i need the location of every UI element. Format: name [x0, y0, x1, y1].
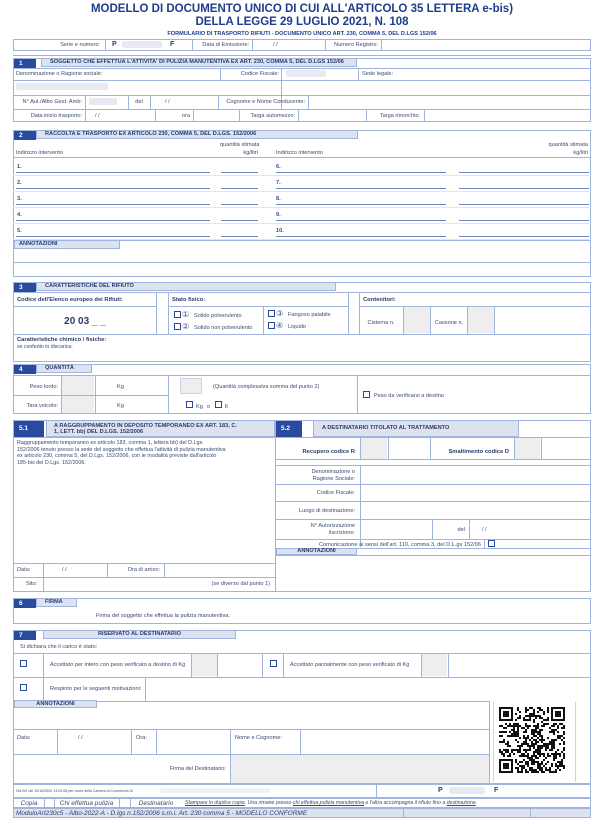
quantity-field-right[interactable]	[459, 176, 589, 187]
note-part: . Una rimane presso	[244, 800, 293, 806]
nome-cognome-field[interactable]	[301, 730, 488, 753]
cassone-field[interactable]	[468, 307, 494, 333]
caratteristiche-field[interactable]	[120, 335, 590, 361]
address-row-number-right: 9.	[276, 212, 281, 218]
address-field-right[interactable]	[284, 176, 446, 187]
sede-legale-field[interactable]	[282, 81, 590, 94]
section-5-1-number: 5.1	[14, 421, 44, 437]
section-5-1-title-line1: A RAGGRUPPAMENTO IN DEPOSITO TEMPORANEO EX ART. 183, C.	[54, 423, 237, 429]
unit-or-label: o	[207, 404, 211, 410]
address-row-number-right: 10.	[276, 228, 284, 234]
body-line: 185-bis del D.Lgs. 152/2006.	[17, 459, 86, 466]
stampa-note	[185, 800, 477, 806]
stato-2-checkbox[interactable]	[174, 323, 181, 330]
section-6-title: FIRMA	[36, 598, 77, 607]
note-part: Stampare in duplice copia	[185, 800, 245, 806]
address-field-left[interactable]	[22, 192, 210, 203]
stato-3-label: Fangoso palabile	[288, 312, 331, 318]
smaltimento-label: Smaltimento codice D	[448, 449, 509, 455]
section-7-ora-label: Ora:	[136, 735, 147, 741]
address-underline-right	[276, 204, 446, 205]
address-field-left[interactable]	[22, 224, 210, 235]
ora-arrivo-label: Ora di arrivo:	[127, 567, 160, 573]
codice-cer-value[interactable]: 20 03 _ _	[64, 316, 106, 327]
unit-lt-label: lt	[225, 404, 228, 410]
label-line: N° Autorizzazione	[310, 523, 355, 529]
address-row-number-right: 7.	[276, 180, 281, 186]
section-2-annotazioni-field-1[interactable]	[14, 250, 590, 262]
quantity-field-left[interactable]	[221, 160, 258, 171]
respinto-checkbox[interactable]	[20, 684, 27, 691]
section-2-annotazioni-label: ANNOTAZIONI	[14, 240, 120, 249]
copia-label: Copia	[20, 800, 38, 807]
section-7-annotazioni-label: ANNOTAZIONI	[14, 700, 97, 708]
address-underline-right	[276, 236, 446, 237]
recupero-label: Recupero codice R	[302, 449, 355, 455]
autorizzazione-del-label: del	[457, 527, 465, 533]
quantity-underline-left	[221, 204, 258, 205]
luogo-destinazione-field[interactable]	[361, 502, 590, 519]
col-indirizzo-right: Indirizzo intervento	[276, 150, 323, 156]
stato-3-checkbox[interactable]	[268, 310, 275, 317]
section-3-number: 3	[14, 283, 36, 292]
address-row-number-left: 2.	[17, 180, 22, 186]
col-quantita-left-2: kg/litri	[243, 150, 258, 156]
quantita-note: (Quantità complessiva somma del punto 2)	[213, 384, 320, 390]
serie-prefix: P	[112, 41, 117, 48]
stato-3-num: ③	[276, 309, 284, 318]
cisterna-field[interactable]	[404, 307, 430, 333]
smaltimento-code-field[interactable]	[515, 438, 540, 459]
comunicazione-checkbox[interactable]	[488, 540, 495, 547]
firma-destinatario-label: Firma del Destinatario:	[169, 766, 226, 772]
data-emissione-field[interactable]	[255, 42, 325, 48]
respinto-motivazioni-field[interactable]	[146, 678, 486, 700]
accettato-intero-kg-field[interactable]	[192, 654, 217, 676]
unit-kg-checkbox[interactable]	[186, 401, 193, 408]
date-separators: / /	[273, 42, 278, 48]
date-separators: / /	[165, 99, 170, 105]
col-quantita-left-1: quantità stimata	[220, 142, 260, 148]
address-underline-left	[16, 204, 210, 205]
date-separators: / /	[482, 527, 487, 533]
peso-lordo-label: Peso lordo:	[29, 384, 58, 390]
unit-kg-label: Kg	[196, 404, 203, 410]
address-field-left[interactable]	[22, 208, 210, 219]
section-7-data-field[interactable]	[78, 735, 128, 741]
quantity-field-right[interactable]	[459, 224, 589, 235]
address-field-right[interactable]	[284, 208, 446, 219]
cisterna-label: Cisterna n.	[367, 320, 395, 326]
vidimazione-text: Vid.W1 del 10/10/2020 14:29:08 per conto della Camera di Commercio di	[16, 789, 133, 793]
serie-label: Serie e numero:	[60, 42, 100, 48]
destinatario-label: Destinatario	[138, 800, 174, 807]
peso-verificarsi-checkbox[interactable]	[363, 391, 370, 398]
document-title-line1: MODELLO DI DOCUMENTO UNICO DI CUI ALL'ARTICOLO 35 LETTERA e-bis)	[90, 3, 514, 15]
conducente-field[interactable]	[309, 96, 590, 108]
vidimazione-camera-field	[160, 788, 270, 793]
aut-albo-date-field[interactable]	[155, 99, 217, 105]
sede-legale-label: Sede legale:	[362, 71, 394, 77]
quantity-underline-left	[221, 188, 258, 189]
section-5-1-body	[17, 440, 273, 466]
stato-4-label: Liquido	[288, 324, 307, 330]
col-quantita-right-2: kg/litri	[573, 150, 588, 156]
quantity-field-left[interactable]	[221, 176, 258, 187]
section-5-1-data-label: Data:	[17, 567, 31, 573]
recupero-code-field[interactable]	[361, 438, 387, 459]
section-2-title: RACCOLTA E TRASPORTO EX ARTICOLO 230, COMMA 5, DEL D.LGS. 152/2006	[36, 130, 358, 139]
section-1-title: SOGGETTO CHE EFFETTUA L'ATTIVITA' DI PULIZIA MANUTENTIVA EX ART. 230, COMMA 5, DEL D.LGS 152/06	[41, 58, 357, 67]
sito-label: Sito:	[26, 581, 38, 587]
tara-field[interactable]	[62, 396, 94, 413]
section-7-ora-field[interactable]	[157, 730, 229, 753]
body-line: Raggruppamento temporaneo ex articolo 183, comma 1, lettera bb) del D.Lgs.	[17, 440, 204, 446]
conducente-label: Cognome e Nome Conducente:	[226, 99, 305, 105]
quantity-underline-right	[459, 236, 589, 237]
dest-codice-fiscale-label: Codice Fiscale:	[316, 490, 355, 496]
quantity-field-left[interactable]	[221, 224, 258, 235]
codice-cer-label: Codice dell'Elenco europeo dei Rifiuti:	[17, 297, 123, 303]
footer-serie-suffix: F	[494, 787, 499, 794]
section-2-number: 2	[14, 131, 36, 140]
section-6-number: 6	[14, 599, 36, 608]
firma-destinatario-field[interactable]	[231, 755, 489, 783]
address-row-number-left: 4.	[17, 212, 22, 218]
address-field-right[interactable]	[284, 224, 446, 235]
quantity-field-right[interactable]	[459, 208, 589, 219]
codice-fiscale-label: Codice Fiscale:	[240, 71, 279, 77]
qr-code-icon	[499, 707, 565, 773]
section-7-number: 7	[14, 631, 36, 640]
section-7-annotazioni-field[interactable]	[14, 709, 488, 728]
address-row-number-left: 3.	[17, 196, 22, 202]
denominazione-label: Denominazione o Ragione sociale:	[16, 71, 103, 77]
dest-codice-fiscale-field[interactable]	[361, 485, 590, 500]
targa-automezzo-field[interactable]	[299, 110, 365, 121]
body-line: 152/2006 tenuto presso la sede del soggetto che effettua l'attività di pulizia manutentiva	[17, 446, 226, 453]
dest-denominazione-label	[276, 469, 355, 483]
aut-albo-field[interactable]	[89, 98, 117, 105]
unit-lt-checkbox[interactable]	[215, 401, 222, 408]
aut-albo-label: N° Aut./Albo Gest. Amb:	[22, 99, 82, 105]
note-part: destinazione	[446, 800, 476, 806]
section-5-2-annotazioni-field[interactable]	[276, 556, 590, 591]
address-field-left[interactable]	[22, 176, 210, 187]
quantity-field-left[interactable]	[221, 208, 258, 219]
accettato-intero-label: Accettato per intero con peso verificato a destino di Kg	[50, 662, 186, 668]
section-4-title: QUANTITÀ	[36, 364, 92, 373]
document-subtitle: FORMULARIO DI TRASPORTO RIFIUTI - DOCUMENTO UNICO ART. 230, COMMA 5, DEL D.LGS 152/06	[167, 31, 437, 37]
discarica-label: se conferito in discarica:	[17, 344, 73, 350]
address-underline-right	[276, 188, 446, 189]
targa-rimorchio-field[interactable]	[425, 110, 590, 121]
address-field-right[interactable]	[284, 160, 446, 171]
autorizzazione-field[interactable]	[361, 520, 431, 538]
stato-4-checkbox[interactable]	[268, 322, 275, 329]
autorizzazione-label	[276, 523, 355, 537]
stato-2-label: Solido non polverulento	[194, 325, 253, 331]
document-title-line2: DELLA LEGGE 29 LUGLIO 2021, N. 108	[195, 16, 409, 28]
data-emissione-label: Data di Emissione:	[202, 42, 249, 48]
quantita-complessiva-field[interactable]	[180, 378, 202, 394]
luogo-destinazione-label: Luogo di destinazione:	[299, 508, 355, 514]
address-row-number-right: 6.	[276, 164, 281, 170]
tara-unit: Kg	[117, 403, 124, 409]
serie-suffix: F	[170, 41, 175, 48]
section-5-2-title: A DESTINATARIO TITOLATO AL TRATTAMENTO	[313, 420, 519, 437]
modello-text: ModuloArt230c5 - Albo-2022-A - D.lgs n.152/2006 s.m.i. Art. 230 comma 5 - MODELLO CONFORME	[16, 810, 308, 817]
denominazione-field[interactable]	[16, 83, 108, 90]
caratteristiche-label: Caratteristiche chimico / fisiche:	[17, 337, 107, 343]
section-5-2-annotazioni-label: ANNOTAZIONI	[276, 548, 357, 555]
autorizzazione-date-field[interactable]	[482, 527, 542, 533]
stato-4-num: ④	[276, 321, 284, 330]
stato-1-checkbox[interactable]	[174, 311, 181, 318]
address-field-left[interactable]	[22, 160, 210, 171]
date-separators: / /	[78, 735, 83, 741]
accettato-parziale-checkbox[interactable]	[270, 660, 277, 667]
section-3-title: CARATTERISTICHE DEL RIFIUTO	[36, 282, 336, 291]
body-line: ex articolo 230, comma 5, del D.Lgs. 152/2006, con le modalità previste dall'articolo	[17, 453, 217, 460]
address-row-number-right: 8.	[276, 196, 281, 202]
note-part: .	[475, 800, 478, 806]
dichiara-label: Si dichiara che il carico è stato:	[20, 644, 98, 650]
numero-registro-field[interactable]	[382, 40, 590, 50]
address-underline-left	[16, 188, 210, 189]
col-indirizzo-left: Indirizzo intervento	[16, 150, 63, 156]
address-field-right[interactable]	[284, 192, 446, 203]
col-quantita-right-1: quantità stimata	[548, 142, 588, 148]
section-7-title: RISERVATO AL DESTINATARIO	[43, 630, 236, 639]
firma-label: Firma del soggetto che effettua la pulizia manutentiva:	[96, 613, 230, 619]
quantity-field-right[interactable]	[459, 192, 589, 203]
comunicazione-label: Comunicazione ai sensi dell'art. 110, comma 3, del D.L.gs 152/06	[318, 542, 481, 548]
ora-field[interactable]	[194, 110, 238, 121]
address-underline-left	[16, 172, 210, 173]
cassone-label: Cassone n.	[434, 320, 464, 326]
targa-rimorchio-label: Targa rimorchio:	[379, 113, 420, 119]
ora-label: ora	[181, 113, 190, 119]
stato-2-num: ②	[182, 322, 190, 331]
accettato-parziale-kg-field[interactable]	[422, 654, 447, 676]
quantity-field-right[interactable]	[459, 160, 589, 171]
stato-1-label: Solido polverulento	[194, 313, 242, 319]
note-part: chi effettua pulizia manutentiva	[292, 800, 365, 806]
dest-denominazione-field[interactable]	[361, 466, 590, 483]
nome-cognome-label: Nome e Cognome:	[235, 735, 282, 741]
stato-fisico-label: Stato fisico:	[172, 297, 206, 303]
aut-albo-del-label: del	[135, 99, 143, 105]
section-5-2-number: 5.2	[276, 421, 302, 437]
footer-serie-number	[449, 787, 485, 794]
peso-lordo-unit: Kg	[117, 384, 124, 390]
sito-note: (se diverso dal punto 1)	[211, 581, 270, 587]
address-underline-left	[16, 236, 210, 237]
address-underline-right	[276, 220, 446, 221]
label-line: Denominazione o	[311, 469, 355, 475]
quantity-field-left[interactable]	[221, 192, 258, 203]
date-separators: / /	[62, 567, 67, 573]
quantity-underline-right	[459, 188, 589, 189]
peso-lordo-field[interactable]	[62, 376, 94, 395]
data-inizio-label: Data inizio trasporto:	[30, 113, 82, 119]
quantity-underline-right	[459, 220, 589, 221]
serie-number-field[interactable]	[122, 41, 162, 48]
footer-serie-prefix: P	[438, 787, 443, 794]
quantity-underline-right	[459, 172, 589, 173]
quantity-underline-left	[221, 236, 258, 237]
section-5-1-title-line2: 1, LETT. bb) DEL D.LGS. 152/2006	[54, 429, 144, 435]
chi-effettua-label: Chi effettua pulizia	[59, 800, 114, 807]
date-separators: / /	[95, 113, 100, 119]
section-5-1-title	[46, 420, 275, 437]
peso-verificarsi-label: Peso da verificarsi a destino	[374, 393, 444, 399]
address-underline-left	[16, 220, 210, 221]
respinto-label: Respinto per le seguenti motivazioni:	[50, 686, 142, 692]
label-line: Ragione Sociale:	[312, 476, 355, 482]
tara-label: Tara veicolo:	[26, 403, 58, 409]
data-inizio-field[interactable]	[95, 113, 155, 119]
address-row-number-left: 1.	[17, 164, 22, 170]
section-1-number: 1	[14, 59, 36, 68]
section-2-annotazioni-field-2[interactable]	[14, 263, 590, 276]
codice-fiscale-field[interactable]	[286, 70, 326, 77]
firma-field[interactable]	[270, 608, 588, 622]
quantity-underline-right	[459, 204, 589, 205]
address-underline-right	[276, 172, 446, 173]
section-5-1-data-field[interactable]	[62, 567, 107, 573]
contenitori-label: Contenitori:	[363, 297, 396, 303]
label-line: /iscrizione:	[328, 530, 355, 536]
quantity-underline-left	[221, 172, 258, 173]
section-7-data-label: Data:	[17, 735, 31, 741]
address-row-number-left: 5.	[17, 228, 22, 234]
accettato-intero-checkbox[interactable]	[20, 660, 27, 667]
ora-arrivo-field[interactable]	[165, 564, 275, 576]
accettato-parziale-label: Accettato parzialmente con peso verificato di Kg	[290, 662, 410, 668]
numero-registro-label: Numero Registro:	[334, 42, 378, 48]
stato-1-num: ①	[182, 310, 190, 319]
quantity-underline-left	[221, 220, 258, 221]
targa-automezzo-label: Targa automezzo:	[250, 113, 295, 119]
section-4-number: 4	[14, 365, 36, 374]
note-part: e l'altra accompagna il rifiuto fino a	[364, 800, 447, 806]
